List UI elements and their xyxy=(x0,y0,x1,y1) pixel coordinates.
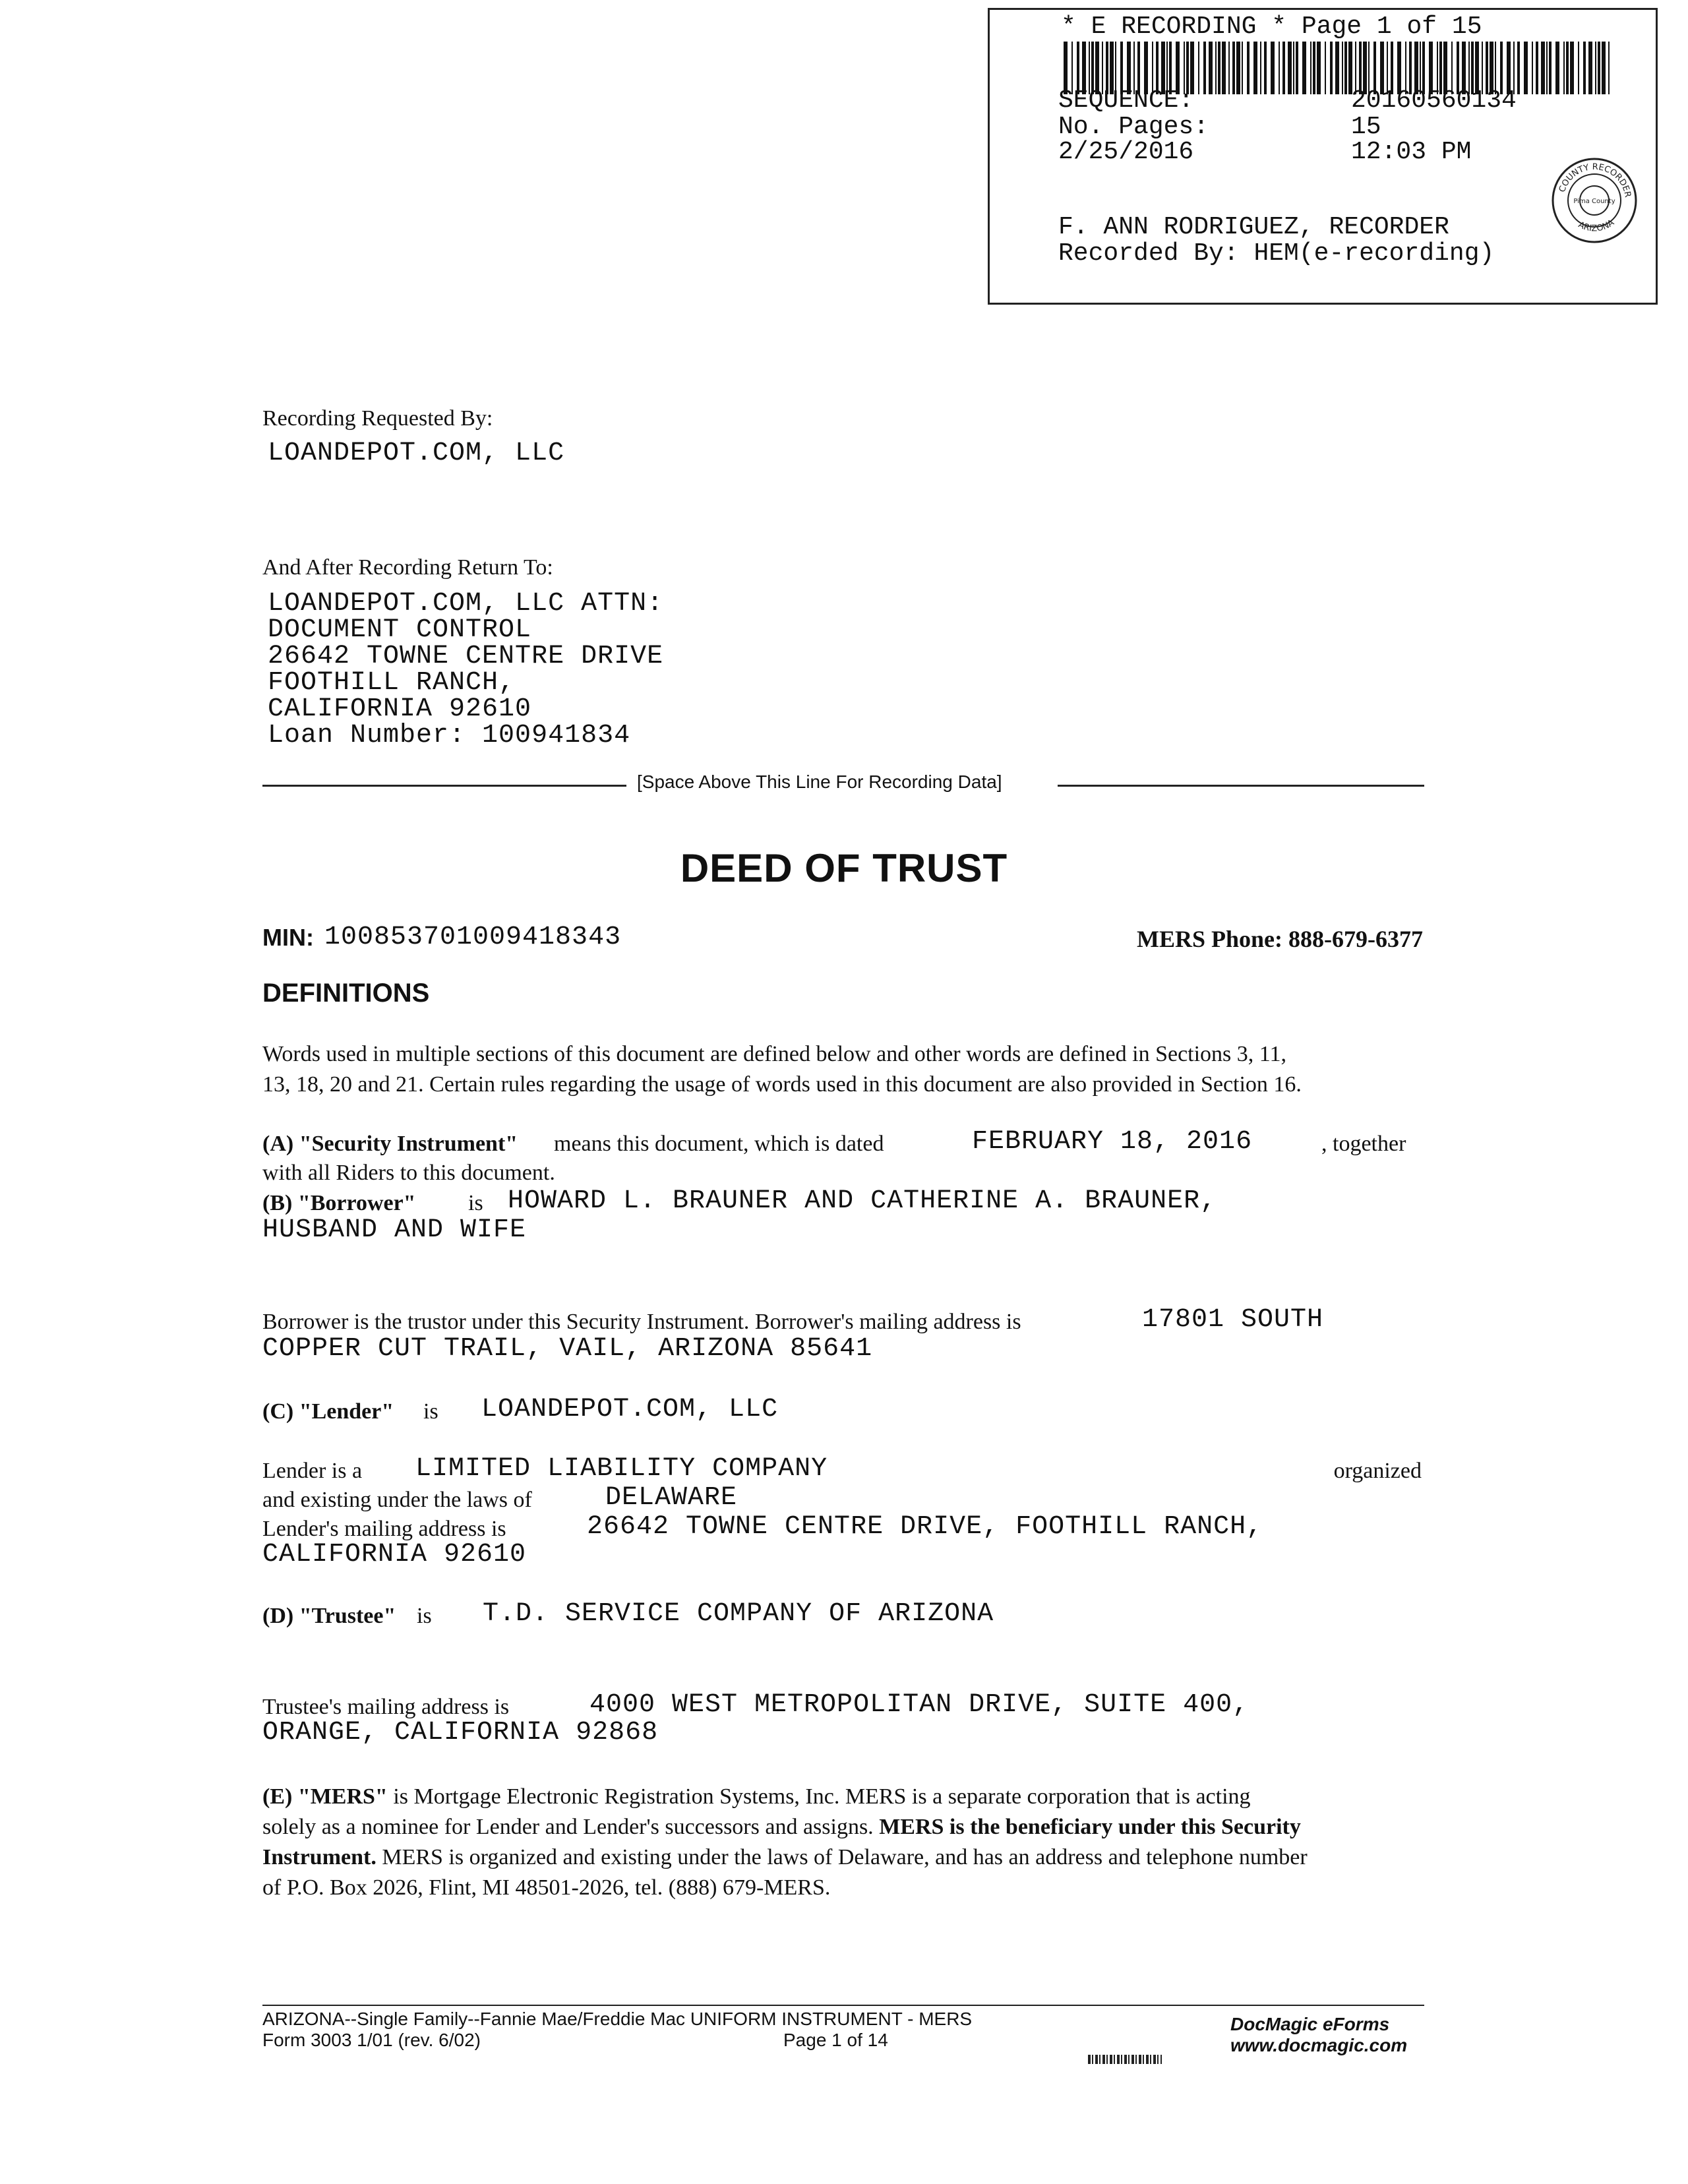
footer-form-number: Form 3003 1/01 (rev. 6/02) xyxy=(262,2030,481,2050)
lender-name: LOANDEPOT.COM, LLC xyxy=(481,1395,779,1424)
definition-e-text-3a: Instrument. xyxy=(262,1845,377,1869)
lender-address-line-1: 26642 TOWNE CENTRE DRIVE, FOOTHILL RANCH, xyxy=(587,1512,1263,1542)
footer-form-title: ARIZONA--Single Family--Fannie Mae/Freddie Mac UNIFORM INSTRUMENT - MERS xyxy=(262,2009,973,2029)
definition-c-is: is xyxy=(423,1399,438,1424)
definition-b-label: (B) "Borrower" xyxy=(262,1191,416,1215)
recording-requested-value: LOANDEPOT.COM, LLC xyxy=(268,439,565,468)
borrower-address-line-1: 17801 SOUTH xyxy=(1142,1305,1324,1335)
definition-d-is: is xyxy=(417,1604,432,1628)
sequence-label: SEQUENCE: xyxy=(1058,86,1194,115)
definition-e-label: (E) "MERS" xyxy=(262,1784,388,1809)
definition-c-label: (C) "Lender" xyxy=(262,1399,394,1424)
borrower-name-line-2: HUSBAND AND WIFE xyxy=(262,1215,527,1245)
definition-b-is: is xyxy=(468,1191,483,1215)
page-title: DEED OF TRUST xyxy=(680,846,1008,890)
trustee-address-line-1: 4000 WEST METROPOLITAN DRIVE, SUITE 400, xyxy=(589,1690,1250,1720)
min-value: 100853701009418343 xyxy=(324,923,622,952)
return-to-line-2: DOCUMENT CONTROL xyxy=(268,615,532,645)
definition-a-label: (A) "Security Instrument" xyxy=(262,1132,518,1156)
min-label: MIN: xyxy=(262,924,314,951)
recorded-by: Recorded By: HEM(e-recording) xyxy=(1058,239,1495,268)
definition-a-riders: with all Riders to this document. xyxy=(262,1161,555,1185)
definitions-heading: DEFINITIONS xyxy=(262,979,430,1008)
definitions-intro-line-1: Words used in multiple sections of this document are defined below and other words are defined in Sections 3, 11, xyxy=(262,1042,1287,1066)
definition-e-text-1: is Mortgage Electronic Registration Systems, Inc. MERS is a separate corporation that is acting xyxy=(393,1784,1251,1809)
footer-url: www.docmagic.com xyxy=(1230,2035,1408,2055)
loan-number: Loan Number: 100941834 xyxy=(268,721,631,750)
definition-e-text-2b: MERS is the beneficiary under this Security xyxy=(879,1815,1301,1839)
security-instrument-date: FEBRUARY 18, 2016 xyxy=(972,1127,1253,1157)
recording-stamp xyxy=(988,8,1658,305)
sequence-value: 20160560134 xyxy=(1351,86,1517,115)
return-to-line-3: 26642 TOWNE CENTRE DRIVE xyxy=(268,642,664,671)
definition-e-line-1 xyxy=(262,1782,1251,1812)
borrower-trustor-text: Borrower is the trustor under this Security Instrument. Borrower's mailing address is xyxy=(262,1310,1021,1334)
return-to-label: And After Recording Return To: xyxy=(262,555,553,580)
seal-bottom-text: ARIZONA xyxy=(1577,218,1616,234)
return-to-line-4: FOOTHILL RANCH, xyxy=(268,668,516,698)
lender-state: DELAWARE xyxy=(605,1483,738,1513)
recording-time: 12:03 PM xyxy=(1351,138,1472,166)
borrower-name-line-1: HOWARD L. BRAUNER AND CATHERINE A. BRAUNER, xyxy=(508,1186,1217,1216)
definition-a-text: means this document, which is dated xyxy=(554,1132,884,1156)
pages-value: 15 xyxy=(1351,113,1381,141)
seal-center-text: Pima County xyxy=(1573,198,1615,205)
definition-a-together: , together xyxy=(1321,1132,1406,1156)
lender-address-line-2: CALIFORNIA 92610 xyxy=(262,1540,527,1569)
lender-organized: organized xyxy=(1333,1459,1422,1483)
county-seal-icon xyxy=(1550,156,1639,245)
recording-date: 2/25/2016 xyxy=(1058,138,1194,166)
trustee-address-line-2: ORANGE, CALIFORNIA 92868 xyxy=(262,1718,659,1747)
return-to-line-1: LOANDEPOT.COM, LLC ATTN: xyxy=(268,589,664,619)
space-above-rule-right xyxy=(1058,785,1424,787)
definition-e-line-3 xyxy=(262,1842,1308,1873)
footer-page-number: Page 1 of 14 xyxy=(783,2030,888,2050)
definition-e-line-2 xyxy=(262,1812,1301,1842)
definition-e-line-4: of P.O. Box 2026, Flint, MI 48501-2026, tel. (888) 679-MERS. xyxy=(262,1875,831,1900)
space-above-label: [Space Above This Line For Recording Data] xyxy=(637,772,1002,792)
footer-rule xyxy=(262,2005,1424,2006)
borrower-address-line-2: COPPER CUT TRAIL, VAIL, ARIZONA 85641 xyxy=(262,1334,873,1364)
footer-mini-barcode-icon xyxy=(1088,2055,1162,2064)
lender-is-a: Lender is a xyxy=(262,1459,363,1483)
definition-e-text-2a: solely as a nominee for Lender and Lender's successors and assigns. xyxy=(262,1815,874,1839)
trustee-name: T.D. SERVICE COMPANY OF ARIZONA xyxy=(483,1599,994,1629)
definition-d-label: (D) "Trustee" xyxy=(262,1604,396,1628)
return-to-line-5: CALIFORNIA 92610 xyxy=(268,694,532,724)
mers-phone: MERS Phone: 888-679-6377 xyxy=(1137,926,1423,952)
lender-entity-type: LIMITED LIABILITY COMPANY xyxy=(415,1454,828,1484)
recorder-name: F. ANN RODRIGUEZ, RECORDER xyxy=(1058,213,1449,241)
space-above-rule-left xyxy=(262,785,626,787)
recording-requested-label: Recording Requested By: xyxy=(262,406,493,431)
definition-e-text-3b: MERS is organized and existing under the laws of Delaware, and has an address and telephone number xyxy=(382,1845,1308,1869)
stamp-header: * E RECORDING * Page 1 of 15 xyxy=(1061,13,1482,41)
lender-existing-laws: and existing under the laws of xyxy=(262,1488,532,1512)
seal-top-text: COUNTY RECORDER xyxy=(1557,162,1633,198)
trustee-address-label: Trustee's mailing address is xyxy=(262,1695,510,1719)
definitions-intro-line-2: 13, 18, 20 and 21. Certain rules regarding the usage of words used in this document are also provided in Section 16. xyxy=(262,1072,1302,1097)
lender-address-label: Lender's mailing address is xyxy=(262,1517,506,1541)
pages-label: No. Pages: xyxy=(1058,113,1209,141)
footer-brand: DocMagic eForms xyxy=(1230,2014,1390,2034)
